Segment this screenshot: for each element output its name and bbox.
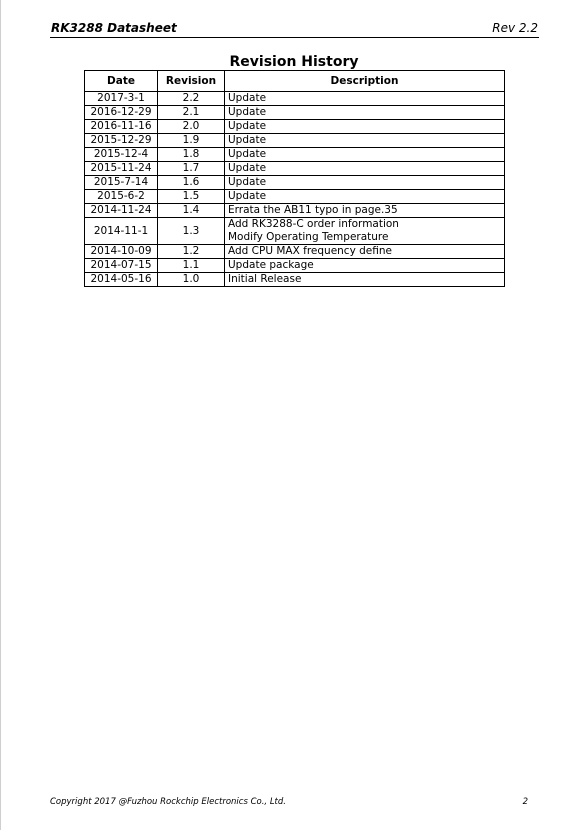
cell-date: 2017-3-1 — [85, 92, 158, 106]
cell-description — [225, 190, 505, 204]
cell-revision: 1.2 — [158, 245, 225, 259]
cell-description — [225, 204, 505, 218]
cell-revision: 1.4 — [158, 204, 225, 218]
description-line: Add RK3288-C order information — [228, 218, 399, 230]
cell-date: 2014-07-15 — [85, 259, 158, 273]
column-header-description: Description — [225, 71, 505, 92]
description-line: Errata the AB11 typo in page.35 — [228, 204, 398, 216]
cell-date: 2014-11-1 — [85, 218, 158, 245]
cell-date: 2014-05-16 — [85, 273, 158, 287]
table-row — [85, 218, 505, 245]
document-title: RK3288 Datasheet — [51, 21, 177, 35]
cell-revision: 1.7 — [158, 162, 225, 176]
table-row — [85, 148, 505, 162]
cell-description — [225, 176, 505, 190]
table-row — [85, 259, 505, 273]
column-header-date: Date — [85, 71, 158, 92]
table-row — [85, 134, 505, 148]
table-row — [85, 120, 505, 134]
cell-revision: 1.6 — [158, 176, 225, 190]
table-body — [85, 92, 505, 287]
cell-description — [225, 120, 505, 134]
table-row — [85, 245, 505, 259]
page-header — [50, 21, 539, 38]
document-revision: Rev 2.2 — [492, 21, 538, 35]
cell-revision: 2.0 — [158, 120, 225, 134]
description-line: Update — [228, 190, 267, 202]
section-title: Revision History — [229, 54, 359, 70]
description-line: Initial Release — [228, 273, 302, 285]
cell-date: 2015-12-4 — [85, 148, 158, 162]
table-row — [85, 92, 505, 106]
table-row — [85, 162, 505, 176]
cell-revision: 1.0 — [158, 273, 225, 287]
table-row — [85, 204, 505, 218]
description-line: Update — [228, 162, 267, 174]
cell-revision: 1.1 — [158, 259, 225, 273]
description-line: Update — [228, 92, 267, 104]
page-edge — [0, 0, 1, 830]
description-line: Update — [228, 176, 267, 188]
cell-description — [225, 106, 505, 120]
cell-description — [225, 273, 505, 287]
cell-revision: 1.8 — [158, 148, 225, 162]
cell-revision: 1.3 — [158, 218, 225, 245]
cell-date: 2015-12-29 — [85, 134, 158, 148]
description-line: Modify Operating Temperature — [228, 231, 389, 243]
table-row — [85, 176, 505, 190]
footer-copyright: Copyright 2017 @Fuzhou Rockchip Electronics Co., Ltd. — [50, 797, 286, 807]
description-line: Update — [228, 120, 267, 132]
cell-date: 2016-12-29 — [85, 106, 158, 120]
cell-revision: 2.2 — [158, 92, 225, 106]
table-row — [85, 273, 505, 287]
table-row — [85, 190, 505, 204]
cell-revision: 1.5 — [158, 190, 225, 204]
cell-date: 2015-11-24 — [85, 162, 158, 176]
description-line: Update — [228, 106, 267, 118]
table-row — [85, 106, 505, 120]
cell-revision: 2.1 — [158, 106, 225, 120]
column-header-revision: Revision — [158, 71, 225, 92]
description-line: Update — [228, 148, 267, 160]
description-line: Update — [228, 134, 267, 146]
cell-description — [225, 259, 505, 273]
cell-date: 2015-7-14 — [85, 176, 158, 190]
revision-history-table — [84, 70, 505, 287]
description-line: Add CPU MAX frequency define — [228, 245, 392, 257]
cell-date: 2015-6-2 — [85, 190, 158, 204]
cell-description — [225, 162, 505, 176]
cell-date: 2014-10-09 — [85, 245, 158, 259]
cell-description — [225, 245, 505, 259]
table-header-row — [85, 71, 505, 92]
cell-description — [225, 134, 505, 148]
cell-revision: 1.9 — [158, 134, 225, 148]
cell-description — [225, 148, 505, 162]
cell-date: 2014-11-24 — [85, 204, 158, 218]
cell-date: 2016-11-16 — [85, 120, 158, 134]
page-number: 2 — [522, 797, 528, 807]
description-line: Update package — [228, 259, 314, 271]
cell-description — [225, 218, 505, 245]
cell-description — [225, 92, 505, 106]
